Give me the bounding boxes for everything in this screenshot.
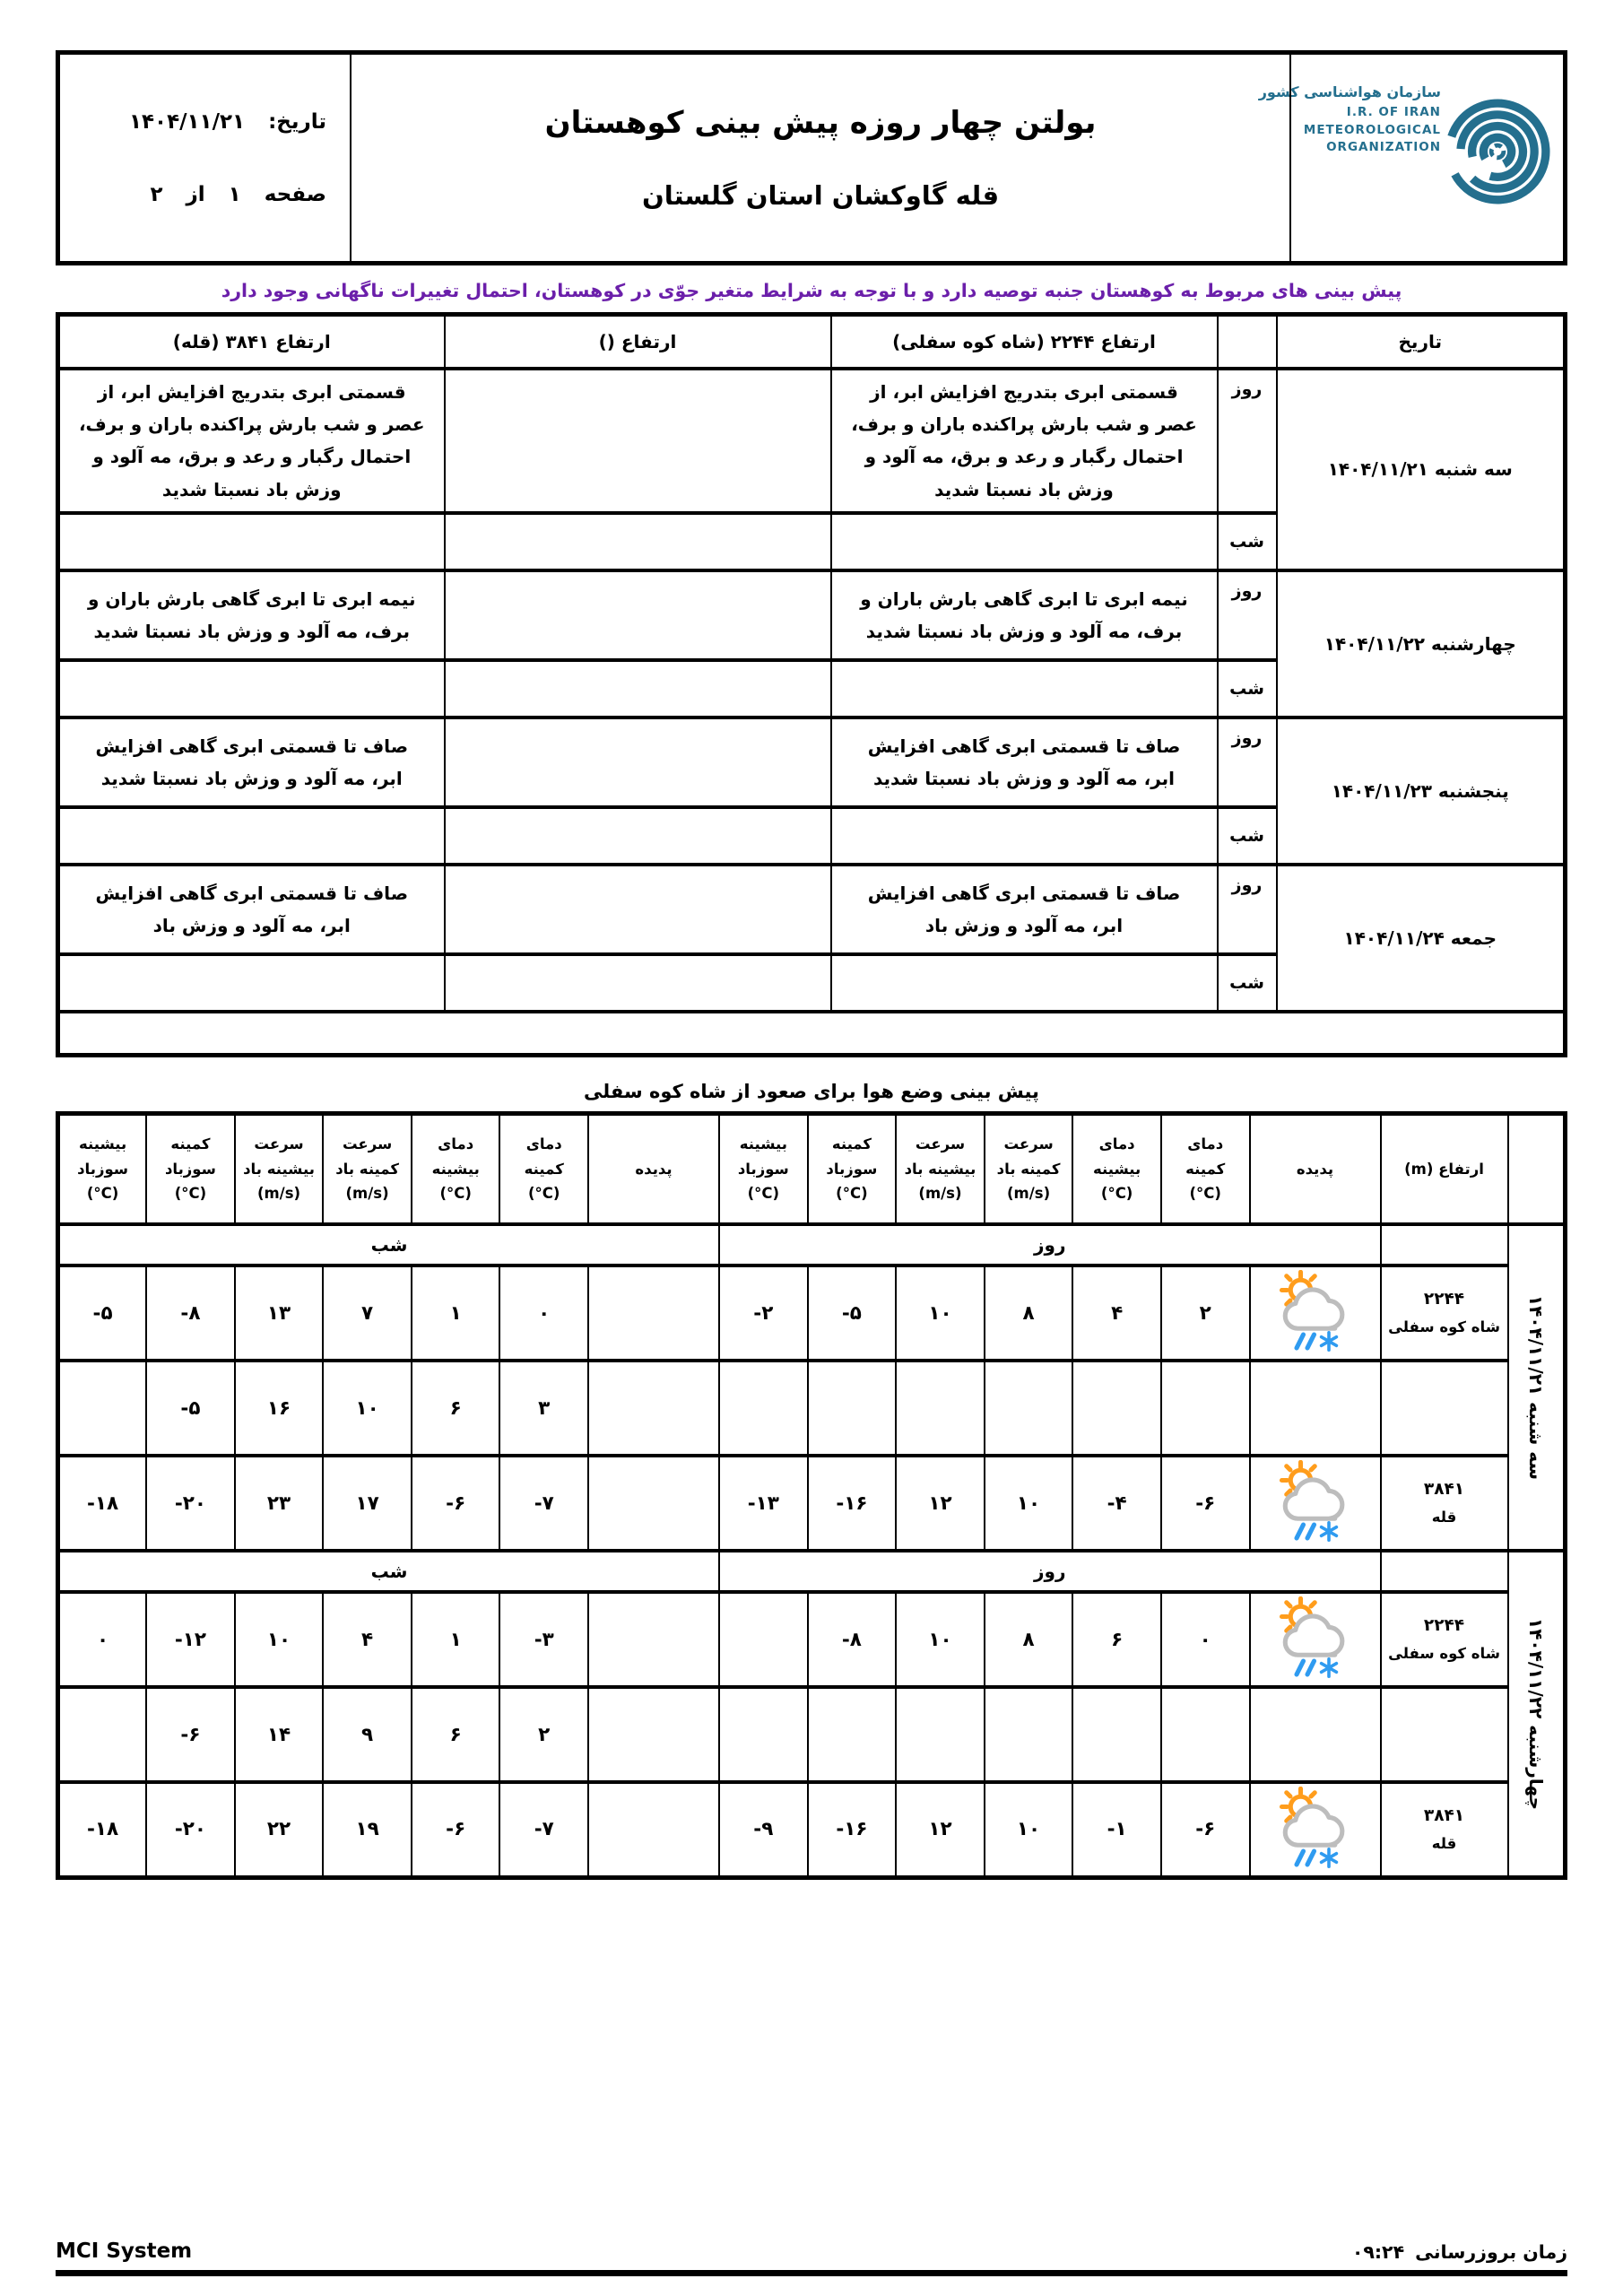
page-number-row [83, 183, 326, 206]
forecast-mid [445, 954, 831, 1012]
value-cell: ۱۰ [985, 1456, 1073, 1551]
value-cell: -۶ [1161, 1456, 1250, 1551]
value-cell: ۲۲ [235, 1782, 324, 1877]
phenomenon-cell-night [588, 1592, 719, 1687]
header-chill-min-night: کمینه سوزباد (°C) [146, 1113, 235, 1224]
value-cell: -۶ [146, 1687, 235, 1782]
header-phenomenon-day: پدیده [1250, 1113, 1381, 1224]
table-row [58, 369, 1566, 514]
phenomenon-cell-day [1250, 1782, 1381, 1877]
page-footer [56, 2239, 1567, 2276]
value-cell: ۱۲ [896, 1782, 985, 1877]
value-cell [719, 1361, 808, 1456]
header-temp-max-day: دمای بیشینه (°C) [1072, 1113, 1161, 1224]
value-cell: ۱۴ [235, 1687, 324, 1782]
ascent-data-row [58, 1782, 1566, 1877]
forecast-2244 [831, 954, 1218, 1012]
elevation-cell [1381, 1687, 1508, 1782]
phenomenon-cell-day [1250, 1687, 1381, 1782]
elevation-cell [1381, 1456, 1508, 1551]
header-elevation-3841: ارتفاع ۳۸۴۱ (قله) [58, 315, 445, 369]
table-row [58, 718, 1566, 807]
night-label: شب [1218, 954, 1277, 1012]
value-cell [719, 1687, 808, 1782]
header-date: تاریخ [1277, 315, 1566, 369]
forecast-mid [445, 369, 831, 514]
night-label: شب [1218, 660, 1277, 718]
elevation-empty-cell [1381, 1551, 1508, 1592]
forecast-3841 [58, 807, 445, 865]
ascent-data-row [58, 1687, 1566, 1782]
forecast-2244 [831, 513, 1218, 570]
value-cell: -۱۳ [719, 1456, 808, 1551]
date-cell-vertical [1508, 1224, 1566, 1551]
corner-cell [1508, 1113, 1566, 1224]
forecast-table-header-row [58, 315, 1566, 369]
forecast-2244: صاف تا قسمتی ابری گاهی افزایش ابر، مه آلود و وزش باد نسبتا شدید [831, 718, 1218, 807]
value-cell: -۱ [1072, 1782, 1161, 1877]
page-word: صفحه [264, 182, 326, 206]
value-cell: ۹ [323, 1687, 412, 1782]
value-cell: ۱۹ [323, 1782, 412, 1877]
day-span-label: روز [719, 1224, 1380, 1265]
value-cell: -۲۰ [146, 1782, 235, 1877]
night-label: شب [1218, 513, 1277, 570]
value-cell: -۷ [499, 1456, 588, 1551]
value-cell [1072, 1361, 1161, 1456]
value-cell [1161, 1687, 1250, 1782]
value-cell: -۶ [412, 1782, 500, 1877]
elevation-name: شاه کوه سفلی [1388, 1318, 1500, 1335]
value-cell [985, 1687, 1073, 1782]
update-time-label: زمان بروزرسانی [1415, 2241, 1567, 2263]
ascent-data-row [58, 1265, 1566, 1361]
date-cell-vertical [1508, 1551, 1566, 1877]
night-span-label: شب [58, 1551, 720, 1592]
logo-line-fa: سازمان هواشناسی کشور [1258, 83, 1441, 100]
value-cell: -۱۶ [808, 1782, 897, 1877]
logo-line-en1: I.R. OF IRAN [1346, 105, 1441, 119]
forecast-2244: قسمتی ابری بتدریج افزایش ابر، از عصر و شب بارش پراکنده باران و برف، احتمال رگبار و رعد و برق، مه آلود و وزش باد نسبتا شدید [831, 369, 1218, 514]
value-cell: -۲ [719, 1265, 808, 1361]
forecast-table [56, 312, 1567, 1057]
sun-cloud-rain-snow-icon [1272, 1460, 1358, 1546]
header-elevation: ارتفاع (m) [1381, 1113, 1508, 1224]
value-cell: -۶ [412, 1456, 500, 1551]
table-row [58, 570, 1566, 660]
advisory-notice: پیش بینی های مربوط به کوهستان جنبه توصیه دارد و با توجه به شرایط متغیر جوّی در کوهستان، احتمال تغییرات ناگهانی وجود دارد [221, 280, 1402, 301]
value-cell: ۱۶ [235, 1361, 324, 1456]
value-cell: ۷ [323, 1265, 412, 1361]
value-cell: ۲ [499, 1687, 588, 1782]
phenomenon-cell-night [588, 1456, 719, 1551]
value-cell: -۱۲ [146, 1592, 235, 1687]
value-cell: ۱۳ [235, 1265, 324, 1361]
value-cell: ۱ [412, 1265, 500, 1361]
system-name: MCI System [56, 2239, 193, 2263]
value-cell [58, 1687, 147, 1782]
value-cell: ۸ [985, 1592, 1073, 1687]
date-value: ۱۴۰۴/۱۱/۲۱ [128, 109, 246, 134]
cyclone-spiral-icon [1441, 67, 1556, 234]
header-wind-min-night: سرعت کمینه باد (m/s) [323, 1113, 412, 1224]
value-cell: -۶ [1161, 1782, 1250, 1877]
forecast-3841: صاف تا قسمتی ابری گاهی افزایش ابر، مه آلود و وزش باد [58, 865, 445, 954]
elevation-cell [1381, 1782, 1508, 1877]
elevation-cell [1381, 1265, 1508, 1361]
elevation-name: شاه کوه سفلی [1388, 1644, 1500, 1662]
elevation-value: ۲۲۴۴ [1423, 1616, 1465, 1636]
value-cell: ۱۰ [235, 1592, 324, 1687]
phenomenon-cell-day [1250, 1265, 1381, 1361]
day-night-separator-row [58, 1551, 1566, 1592]
header-wind-max-night: سرعت بیشینه باد (m/s) [235, 1113, 324, 1224]
phenomenon-cell-night [588, 1687, 719, 1782]
value-cell: ۶ [1072, 1592, 1161, 1687]
value-cell: ۸ [985, 1265, 1073, 1361]
value-cell: ۱ [412, 1592, 500, 1687]
ascent-data-row [58, 1592, 1566, 1687]
value-cell: -۵ [146, 1361, 235, 1456]
ascent-table [56, 1111, 1567, 1880]
value-cell: ۰ [499, 1265, 588, 1361]
update-time-value: ۰۹:۲۴ [1351, 2241, 1405, 2263]
value-cell: ۲۳ [235, 1456, 324, 1551]
value-cell: ۱۲ [896, 1456, 985, 1551]
forecast-3841: صاف تا قسمتی ابری گاهی افزایش ابر، مه آلود و وزش باد نسبتا شدید [58, 718, 445, 807]
value-cell: -۳ [499, 1592, 588, 1687]
sun-cloud-rain-snow-icon [1272, 1270, 1358, 1356]
value-cell [808, 1687, 897, 1782]
day-label: روز [1218, 570, 1277, 660]
value-cell: -۸ [146, 1265, 235, 1361]
night-span-label: شب [58, 1224, 720, 1265]
value-cell: -۱۸ [58, 1782, 147, 1877]
date-page-box [60, 55, 352, 261]
value-cell: ۱۰ [985, 1782, 1073, 1877]
ascent-table-caption: پیش بینی وضع هوا برای صعود از شاه کوه سفلی [584, 1080, 1039, 1102]
forecast-2244: صاف تا قسمتی ابری گاهی افزایش ابر، مه آلود و وزش باد [831, 865, 1218, 954]
value-cell: ۰ [58, 1592, 147, 1687]
header-wind-max-day: سرعت بیشینه باد (m/s) [896, 1113, 985, 1224]
value-cell: -۱۸ [58, 1456, 147, 1551]
forecast-3841: نیمه ابری تا ابری گاهی بارش باران و برف، مه آلود و وزش باد نسبتا شدید [58, 570, 445, 660]
sun-cloud-rain-snow-icon [1272, 1596, 1358, 1683]
header-chill-max-night: بیشینه سوزباد (°C) [58, 1113, 147, 1224]
date-cell: جمعه ۱۴۰۴/۱۱/۲۴ [1277, 865, 1566, 1012]
value-cell: -۹ [719, 1782, 808, 1877]
value-cell: ۱۰ [323, 1361, 412, 1456]
elevation-cell [1381, 1592, 1508, 1687]
value-cell: ۴ [1072, 1265, 1161, 1361]
header-phenomenon-night: پدیده [588, 1113, 719, 1224]
ascent-table-header-row [58, 1113, 1566, 1224]
value-cell: -۵ [58, 1265, 147, 1361]
phenomenon-cell-night [588, 1361, 719, 1456]
forecast-3841 [58, 954, 445, 1012]
value-cell [808, 1361, 897, 1456]
phenomenon-cell-day [1250, 1456, 1381, 1551]
sun-cloud-rain-snow-icon [1272, 1787, 1358, 1873]
day-label: روز [1218, 369, 1277, 514]
forecast-2244 [831, 660, 1218, 718]
bulletin-title: بولتن چهار روزه پیش بینی کوهستان [544, 105, 1097, 141]
value-cell: ۱۰ [896, 1265, 985, 1361]
header-chill-max-day: بیشینه سوزباد (°C) [719, 1113, 808, 1224]
phenomenon-cell-day [1250, 1592, 1381, 1687]
day-night-separator-row [58, 1224, 1566, 1265]
value-cell: -۷ [499, 1782, 588, 1877]
forecast-3841 [58, 660, 445, 718]
table-row [58, 865, 1566, 954]
elevation-empty-cell [1381, 1224, 1508, 1265]
header-temp-min-night: دمای کمینه (°C) [499, 1113, 588, 1224]
header-period [1218, 315, 1277, 369]
value-cell [896, 1687, 985, 1782]
forecast-mid [445, 513, 831, 570]
date-cell: پنجشنبه ۱۴۰۴/۱۱/۲۳ [1277, 718, 1566, 865]
day-label: روز [1218, 865, 1277, 954]
value-cell: ۱۰ [896, 1592, 985, 1687]
forecast-2244 [831, 807, 1218, 865]
logo-line-en2: METEOROLOGICAL [1303, 122, 1441, 137]
of-word: از [186, 182, 205, 206]
value-cell: ۴ [323, 1592, 412, 1687]
phenomenon-cell-night [588, 1782, 719, 1877]
value-cell: ۱۷ [323, 1456, 412, 1551]
forecast-3841: قسمتی ابری بتدریج افزایش ابر، از عصر و شب بارش پراکنده باران و برف، احتمال رگبار و رعد و برق، مه آلود و وزش باد نسبتا شدید [58, 369, 445, 514]
elevation-value: ۲۲۴۴ [1423, 1290, 1465, 1309]
date-cell: سه شنبه ۱۴۰۴/۱۱/۲۱ [1277, 369, 1566, 571]
forecast-mid [445, 718, 831, 807]
empty-row [58, 1012, 1566, 1055]
header-wind-min-day: سرعت کمینه باد (m/s) [985, 1113, 1073, 1224]
value-cell [58, 1361, 147, 1456]
value-cell [1072, 1687, 1161, 1782]
value-cell: -۸ [808, 1592, 897, 1687]
value-cell: ۳ [499, 1361, 588, 1456]
forecast-mid [445, 865, 831, 954]
phenomenon-cell-night [588, 1265, 719, 1361]
logo-line-en3: ORGANIZATION [1326, 140, 1441, 155]
forecast-mid [445, 660, 831, 718]
forecast-2244: نیمه ابری تا ابری گاهی بارش باران و برف، مه آلود و وزش باد نسبتا شدید [831, 570, 1218, 660]
elevation-name: قله [1431, 1834, 1457, 1852]
page-total: ۲ [150, 182, 163, 206]
date-label: تاریخ: [268, 109, 326, 134]
forecast-3841 [58, 513, 445, 570]
document-header [56, 50, 1567, 265]
day-label: روز [1218, 718, 1277, 807]
header-temp-min-day: دمای کمینه (°C) [1161, 1113, 1250, 1224]
value-cell: ۶ [412, 1361, 500, 1456]
value-cell [985, 1361, 1073, 1456]
date-cell: چهارشنبه ۱۴۰۴/۱۱/۲۲ [1277, 570, 1566, 718]
elevation-name: قله [1431, 1508, 1457, 1526]
forecast-mid [445, 570, 831, 660]
value-cell [896, 1361, 985, 1456]
header-titles [352, 55, 1291, 261]
value-cell [1161, 1361, 1250, 1456]
header-chill-min-day: کمینه سوزباد (°C) [808, 1113, 897, 1224]
page-number: ۱ [228, 182, 241, 206]
phenomenon-cell-day [1250, 1361, 1381, 1456]
update-time-row [1352, 2241, 1567, 2263]
night-label: شب [1218, 807, 1277, 865]
bulletin-subtitle: قله گاوکشان استان گلستان [641, 180, 1000, 211]
date-rotated: سه شنبه ۱۴۰۴/۱۱/۲۱ [1524, 1295, 1547, 1481]
value-cell: ۶ [412, 1687, 500, 1782]
header-temp-max-night: دمای بیشینه (°C) [412, 1113, 500, 1224]
forecast-mid [445, 807, 831, 865]
value-cell: -۲۰ [146, 1456, 235, 1551]
value-cell: ۰ [1161, 1592, 1250, 1687]
date-rotated: چهارشنبه ۱۴۰۴/۱۱/۲۲ [1524, 1617, 1547, 1810]
header-elevation-2244: ارتفاع ۲۲۴۴ (شاه کوه سفلی) [831, 315, 1218, 369]
elevation-value: ۳۸۴۱ [1423, 1806, 1465, 1826]
value-cell: -۴ [1072, 1456, 1161, 1551]
elevation-value: ۳۸۴۱ [1423, 1480, 1465, 1500]
value-cell: ۲ [1161, 1265, 1250, 1361]
elevation-cell [1381, 1361, 1508, 1456]
ascent-data-row [58, 1456, 1566, 1551]
value-cell: -۱۶ [808, 1456, 897, 1551]
day-span-label: روز [719, 1551, 1380, 1592]
value-cell [719, 1592, 808, 1687]
value-cell: -۵ [808, 1265, 897, 1361]
met-org-logo [1258, 55, 1563, 261]
ascent-data-row [58, 1361, 1566, 1456]
header-elevation-mid: ارتفاع () [445, 315, 831, 369]
issue-date-row [83, 110, 326, 134]
